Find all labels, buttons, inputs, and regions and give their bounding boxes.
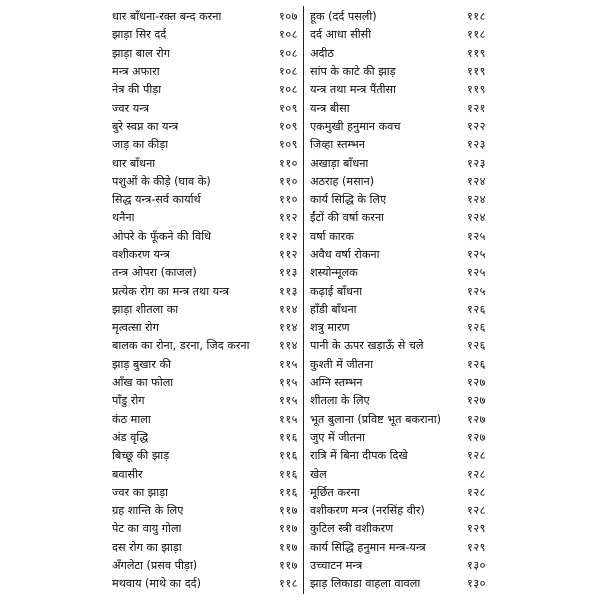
contents-entry [310,136,486,154]
entry-page-number: ११४ [279,339,298,353]
contents-entry [310,539,486,557]
contents-entry [310,246,486,264]
entry-page-number: १२७ [467,376,486,390]
contents-entry [112,282,298,300]
contents-entry [112,557,298,575]
entry-page-number: १०८ [279,83,298,97]
entry-page-number: ११७ [279,522,298,536]
contents-entry [310,465,486,483]
entry-title: कार्य सिद्धि के लिए [310,193,387,207]
entry-page-number: ११७ [279,504,298,518]
entry-page-number: ११७ [279,559,298,573]
left-column [112,8,298,594]
entry-title: झाड़ा सिर दर्द [112,28,167,42]
entry-page-number: ११६ [279,430,298,444]
contents-entry [310,392,486,410]
entry-page-number: १२६ [467,302,486,316]
contents-entry [310,447,486,465]
entry-page-number: १२७ [467,394,486,408]
entry-page-number: १०९ [279,101,298,115]
entry-title: यन्त्र तथा मन्त्र पैंतीसा [310,83,396,97]
contents-entry [112,447,298,465]
contents-entry [310,319,486,337]
entry-page-number: १२४ [467,211,486,225]
contents-entry [112,45,298,63]
contents-entry [310,118,486,136]
entry-title: तन्त्र ओपरा (काजल) [112,266,197,280]
entry-title: प्रत्येक रोग का मन्त्र तथा यन्त्र [112,284,229,298]
contents-entry [112,392,298,410]
entry-title: मन्त्र अफारा [112,65,160,79]
entry-title: पेट का वायु गोला [112,522,182,536]
entry-title: यन्त्र बीसा [310,101,350,115]
contents-entry [310,282,486,300]
contents-entry [112,63,298,81]
contents-entry [310,557,486,575]
column-divider [303,6,304,594]
entry-title: झाड़ा बाल रोग [112,46,170,60]
contents-entry [310,45,486,63]
entry-title: कुटिल स्त्री वशीकरण [310,522,394,536]
contents-entry [112,356,298,374]
entry-title: कुश्ती में जीतना [310,357,374,371]
contents-entry [112,136,298,154]
entry-title: वशीकरण यन्त्र [112,248,170,261]
contents-entry [112,173,298,191]
contents-entry [112,264,298,282]
entry-page-number: ११६ [279,467,298,481]
contents-entry [112,301,298,319]
entry-title: सांप के काटे की झाड़ [310,65,396,79]
contents-entry [310,99,486,117]
entry-title: नेत्र की पीड़ा [112,83,162,97]
entry-page-number: ११३ [279,266,298,280]
entry-title: झाड़ा शीतला का [112,302,179,316]
contents-entry [310,63,486,81]
entry-page-number: ११९ [467,65,486,79]
entry-title: जिव्हा स्तम्भन [310,138,365,152]
contents-entry [112,154,298,172]
contents-entry [310,575,486,593]
entry-page-number: १०८ [279,28,298,42]
entry-page-number: ११२ [279,211,298,225]
entry-page-number: १२५ [467,284,486,298]
entry-page-number: १०९ [279,138,298,152]
entry-page-number: ११६ [279,485,298,499]
entry-page-number: ११७ [279,540,298,554]
entry-page-number: ११५ [279,357,298,371]
entry-title: अदीठ [310,46,334,60]
entry-title: अठराह (मसान) [310,174,375,188]
entry-title: वशीकरण मन्त्र (नरसिंह वीर) [310,504,425,518]
entry-title: शस्योन्मूलक [310,266,358,280]
entry-page-number: १२७ [467,412,486,426]
entry-title: जुए में जीतना [310,430,365,444]
entry-title: हाँडी बाँधना [310,302,357,316]
contents-entry [112,465,298,483]
entry-title: दर्द आधा सीसी [310,28,372,42]
contents-entry [310,154,486,172]
contents-entry [310,356,486,374]
contents-entry [112,575,298,593]
entry-page-number: १०८ [279,65,298,79]
entry-page-number: ११९ [467,83,486,97]
entry-title: ग्रह शान्ति के लिए [112,504,184,518]
entry-title: मथवाय (माथे का दर्द) [112,577,201,591]
entry-page-number: ११४ [279,302,298,316]
contents-entry [112,337,298,355]
entry-page-number: १२५ [467,266,486,280]
contents-entry [112,8,298,26]
entry-title: रात्रि में बिना दीपक दिखे [310,449,408,463]
entry-title: उच्चाटन मन्त्र [310,559,363,573]
entry-page-number: १२८ [467,504,486,518]
contents-entry [310,228,486,246]
entry-page-number: १२६ [467,357,486,371]
entry-page-number: ११५ [279,412,298,426]
contents-entry [112,191,298,209]
right-column [310,8,486,594]
contents-entry [112,26,298,44]
entry-title: बुरे स्वप्न का यन्त्र [112,119,179,133]
contents-entry [310,209,486,227]
entry-page-number: १२१ [467,101,486,115]
entry-title: अँगलेटा (प्रसव पीड़ा) [112,559,198,573]
entry-page-number: ११९ [467,46,486,60]
entry-page-number: १२९ [467,540,486,554]
contents-entry [112,484,298,502]
entry-title: झाड़ बुखार की [112,357,171,371]
entry-page-number: ११८ [467,10,486,24]
contents-entry [310,191,486,209]
contents-entry [310,520,486,538]
entry-title: कढ़ाई बाँधना [310,284,363,298]
entry-page-number: १२८ [467,449,486,463]
entry-title: बवासीर [112,467,143,481]
entry-title: खेल [310,467,327,481]
entry-title: मृत्वत्सा रोग [112,321,159,335]
entry-page-number: १२६ [467,321,486,335]
contents-entry [112,319,298,337]
entry-page-number: ११८ [467,28,486,42]
entry-page-number: १२४ [467,174,486,188]
entry-page-number: १२८ [467,485,486,499]
contents-entry [112,411,298,429]
contents-entry [310,26,486,44]
entry-title: मूर्छित करना [310,485,360,499]
entry-title: झाड़ लिकाडा वाहला वावला [310,577,421,591]
contents-entry [310,301,486,319]
entry-title: अवैध वर्षा रोकना [310,248,380,261]
entry-page-number: १०९ [279,119,298,133]
contents-entry [310,411,486,429]
entry-title: धार बाँधना-रक्त बन्द करना [112,10,222,24]
entry-title: शीतला के लिए [310,394,370,408]
contents-entry [310,337,486,355]
entry-page-number: १२६ [467,339,486,353]
entry-title: हूक (दर्द पसली) [310,10,377,24]
entry-page-number: १०८ [279,46,298,60]
entry-title: पशुओं के कीड़े (घाव के) [112,174,211,188]
entry-page-number: १२९ [467,522,486,536]
entry-page-number: ११४ [279,321,298,335]
entry-title: ईंटों की वर्षा करना [310,211,385,225]
contents-entry [112,539,298,557]
entry-page-number: ११५ [279,376,298,390]
entry-title: शत्रु मारण [310,321,350,335]
entry-page-number: १२८ [467,467,486,481]
contents-entry [112,228,298,246]
entry-title: कार्य सिद्धि हनुमान मन्त्र-यन्त्र [310,540,426,554]
entry-page-number: ११० [279,174,298,188]
entry-title: अखाड़ा बाँधना [310,156,369,170]
entry-page-number: १०७ [279,10,298,24]
contents-entry [112,502,298,520]
contents-entry [112,81,298,99]
contents-entry [112,209,298,227]
entry-page-number: ११२ [279,229,298,243]
entry-title: ज्वर यन्त्र [112,101,150,115]
entry-page-number: १२५ [467,248,486,261]
contents-entry [310,173,486,191]
entry-title: आँख का फोला [112,376,174,390]
contents-entry [112,374,298,392]
entry-page-number: ११० [279,193,298,207]
contents-entry [310,429,486,447]
entry-page-number: ११६ [279,449,298,463]
entry-page-number: १२७ [467,430,486,444]
entry-title: धार बाँधना [112,156,156,170]
entry-page-number: ११८ [279,577,298,591]
entry-title: दस रोग का झाड़ा [112,540,182,554]
contents-entry [310,484,486,502]
entry-page-number: १२३ [467,138,486,152]
contents-entry [112,429,298,447]
contents-entry [310,81,486,99]
entry-title: भूत बुलाना (प्रविष्ट भूत बकराना) [310,412,441,426]
contents-entry [112,520,298,538]
entry-title: एकमुखी हनुमान कवच [310,119,401,133]
entry-title: थनैना [112,211,135,225]
entry-title: पाँडु रोग [112,394,145,408]
entry-page-number: १३० [467,577,486,591]
contents-entry [310,8,486,26]
contents-entry [112,246,298,264]
entry-page-number: १२२ [467,119,486,133]
entry-page-number: ११० [279,156,298,170]
entry-page-number: १२३ [467,156,486,170]
entry-title: कंठ माला [112,412,151,426]
entry-title: पानी के ऊपर खड़ाऊँ से चले [310,339,424,353]
entry-page-number: ११५ [279,394,298,408]
contents-entry [112,118,298,136]
contents-entry [112,99,298,117]
contents-entry [310,502,486,520]
entry-title: वर्षा कारक [310,229,354,243]
entry-page-number: ११३ [279,284,298,298]
contents-entry [310,264,486,282]
entry-title: जाड़ का कीड़ा [112,138,169,152]
entry-title: बालक का रोना, डरना, जिद करना [112,339,250,353]
entry-page-number: १३० [467,559,486,573]
entry-title: ओपरे के फूँकने की विधि [112,229,212,243]
entry-title: सिद्ध यन्त्र-सर्व कार्यार्थ [112,193,201,207]
entry-title: अंड वृद्धि [112,430,149,444]
entry-page-number: १२४ [467,193,486,207]
entry-page-number: १२५ [467,229,486,243]
contents-entry [310,374,486,392]
entry-page-number: ११२ [279,248,298,261]
entry-title: अग्नि स्तम्भन [310,376,363,390]
entry-title: ज्वर का झाड़ा [112,485,169,499]
entry-title: बिच्छू की झाड़ [112,449,170,463]
